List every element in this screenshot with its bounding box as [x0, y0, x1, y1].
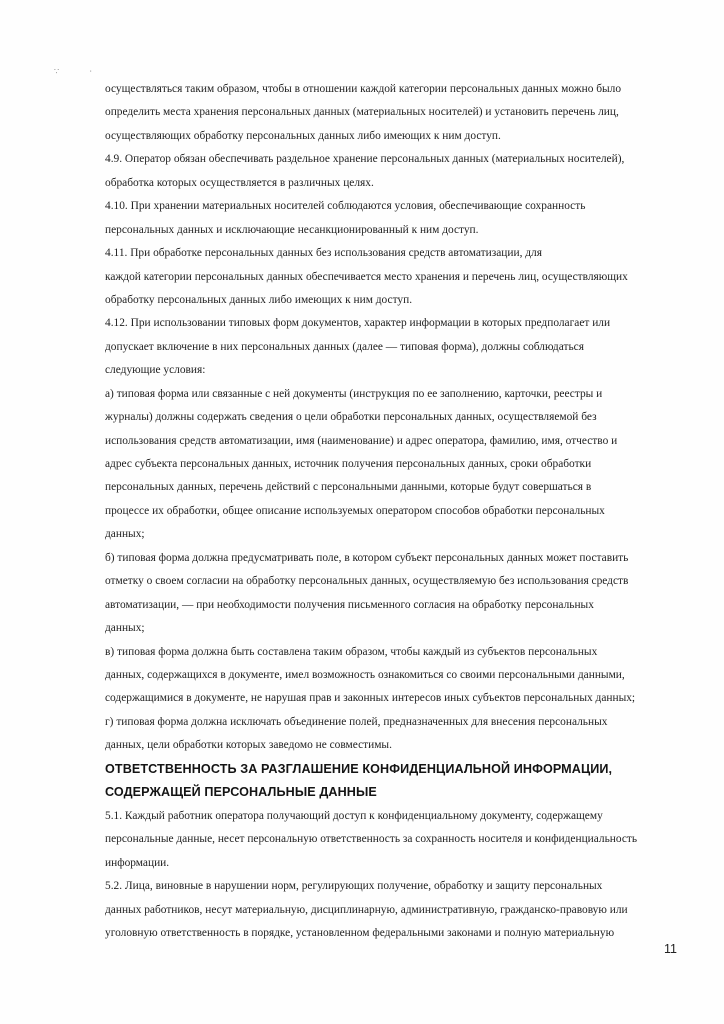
text-line: уголовную ответственность в порядке, установленном федеральными законами и полную материальную [105, 927, 615, 940]
text-line: а) типовая форма или связанные с ней документы (инструкция по ее заполнению, карточки, реестры и [105, 387, 603, 400]
text-line: персональных данных, перечень действий с персональными данными, которые будут совершаться в [105, 481, 592, 494]
text-line: процессе их обработки, общее описание используемых оператором способов обработки персональных [105, 504, 605, 517]
text-line: адрес субъекта персональных данных, источник получения персональных данных, сроки обработки [105, 458, 592, 470]
text-line: в) типовая форма должна быть составлена таким образом, чтобы каждый из субъектов персональных [105, 645, 598, 658]
text-line: обработку персональных данных либо имеющих к ним доступ. [105, 293, 413, 306]
text-line: данных; [105, 528, 145, 541]
section-heading-line: СОДЕРЖАЩЕЙ ПЕРСОНАЛЬНЫЕ ДАННЫЕ [105, 785, 377, 800]
text-line: каждой категории персональных данных обеспечивается место хранения и перечень лиц, осуществляющих [105, 270, 628, 283]
text-line: автоматизации, — при необходимости получения письменного согласия на обработку персональных [105, 598, 594, 611]
text-line: 4.10. При хранении материальных носителей соблюдаются условия, обеспечивающие сохранность [105, 200, 586, 213]
text-line: персональных данных и исключающие несанкционированный к ним доступ. [105, 223, 479, 236]
body-text [105, 78, 690, 946]
text-line: данных работников, несут материальную, дисциплинарную, административную, гражданско-правовую или [105, 903, 628, 916]
text-line: 4.12. При использовании типовых форм документов, характер информации в которых предполагает или [105, 317, 611, 330]
text-line: обработка которых осуществляется в различных целях. [105, 176, 374, 189]
text-line: 4.9. Оператор обязан обеспечивать раздельное хранение персональных данных (материальных носителей), [105, 153, 625, 166]
text-line: осуществляться таким образом, чтобы в отношении каждой категории персональных данных можно было [105, 83, 622, 95]
text-line: 4.11. При обработке персональных данных без использования средств автоматизации, для [105, 247, 542, 260]
text-line: использования средств автоматизации, имя (наименование) и адрес оператора, фамилию, имя, отчество и [105, 434, 618, 447]
scan-artifact: ∵ ⸱ [54, 67, 106, 76]
text-line: определить места хранения персональных данных (материальных носителей) и установить перечень лиц, [105, 106, 619, 119]
text-line: следующие условия: [105, 364, 206, 377]
text-line: осуществляющих обработку персональных данных либо имеющих к ним доступ. [105, 129, 501, 142]
text-line: данных, цели обработки которых заведомо не совместимы. [105, 739, 392, 752]
text-line: 5.2. Лица, виновные в нарушении норм, регулирующих получение, обработку и защиту персональных [105, 880, 603, 893]
section-heading-line: ОТВЕТСТВЕННОСТЬ ЗА РАЗГЛАШЕНИЕ КОНФИДЕНЦИАЛЬНОЙ ИНФОРМАЦИИ, [105, 761, 613, 776]
page-number: 11 [664, 942, 677, 956]
text-line: данных; [105, 622, 145, 635]
text-line: г) типовая форма должна исключать объединение полей, предназначенных для внесения персональных [105, 715, 608, 728]
text-line: допускает включение в них персональных данных (далее — типовая форма), должны соблюдаться [105, 340, 584, 353]
text-line: отметку о своем согласии на обработку персональных данных, осуществляемую без использования средств [105, 575, 629, 588]
text-line: журналы) должны содержать сведения о цели обработки персональных данных, осуществляемой без [105, 411, 597, 424]
text-line: информации. [105, 856, 170, 869]
text-line: б) типовая форма должна предусматривать поле, в котором субъект персональных данных может поставить [105, 551, 629, 564]
text-line: содержащимися в документе, не нарушая прав и законных интересов иных субъектов персональных данных; [105, 692, 636, 705]
text-line: персональные данные, несет персональную ответственность за сохранность носителя и конфиденциальность [105, 833, 638, 846]
text-line: данных, содержащихся в документе, имел возможность ознакомиться со своими персональными данными, [105, 668, 625, 681]
text-line: 5.1. Каждый работник оператора получающий доступ к конфиденциальному документу, содержащему [105, 809, 603, 822]
